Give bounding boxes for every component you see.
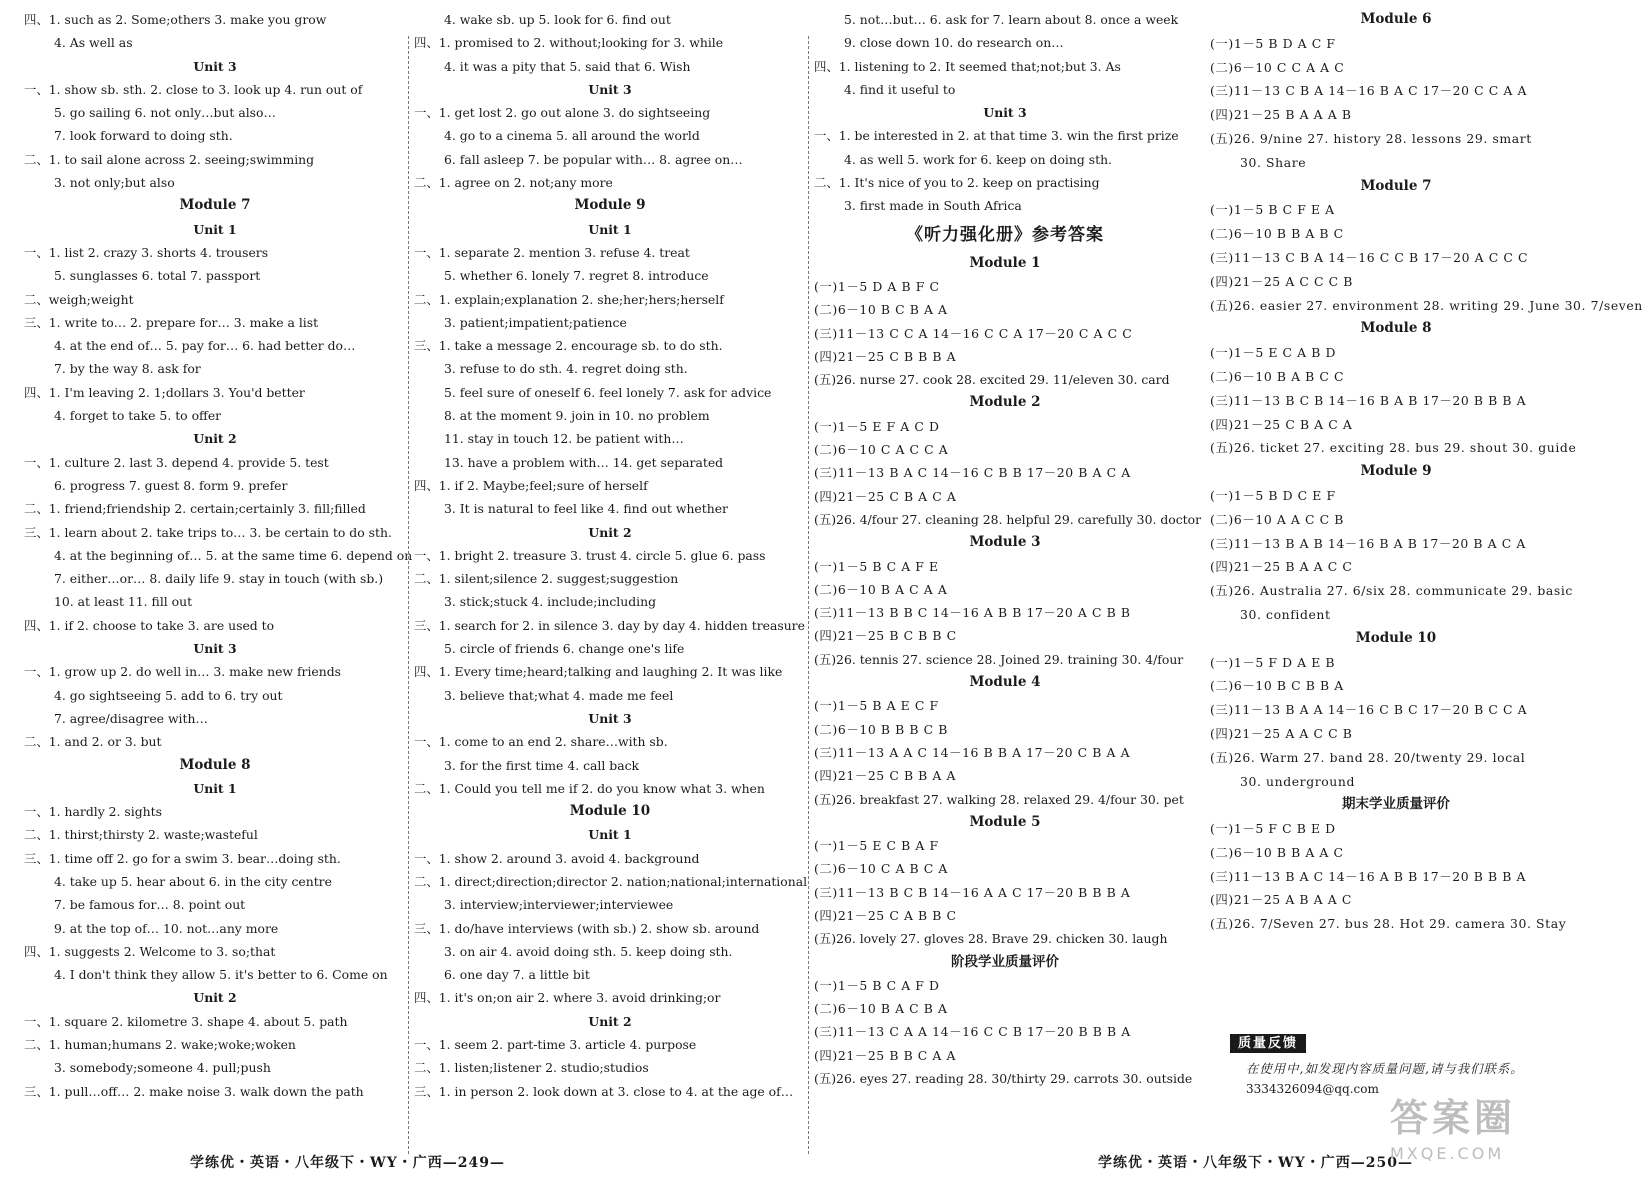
answer-line: 8. at the moment 9. join in 10. no problem [444, 408, 710, 424]
column-divider [408, 36, 409, 1154]
answer-line: 6. fall asleep 7. be popular with… 8. agree on… [444, 151, 743, 167]
answer-line: (一)1－5 B D C E F [1210, 487, 1336, 503]
watermark-logo-text: 答案圈 [1390, 1096, 1517, 1140]
answer-line: 13. have a problem with… 14. get separated [444, 454, 724, 470]
answer-line: (一)1－5 B C F E A [1210, 202, 1335, 218]
answer-line: 11. stay in touch 12. be patient with… [444, 431, 684, 447]
answer-line: (一)1－5 E C B A F [814, 838, 939, 854]
answer-line: (三)11－13 B A A 14－16 C B C 17－20 B C C A [1210, 702, 1528, 718]
answer-line: 3. not only;but also [54, 175, 175, 191]
answer-line: 一、1. be interested in 2. at that time 3. win the first prize [814, 128, 1179, 144]
answer-line: (五)26. tennis 27. science 28. Joined 29. training 30. 4/four [814, 651, 1184, 667]
answer-line: 三、1. in person 2. look down at 3. close to 4. at the age of… [414, 1083, 794, 1099]
unit-heading: Unit 2 [193, 990, 237, 1006]
answer-line: (二)6－10 B C B A A [814, 302, 948, 318]
answer-line: 四、1. listening to 2. It seemed that;not;but 3. As [814, 58, 1121, 74]
answer-line: 一、1. seem 2. part-time 3. article 4. purpose [414, 1037, 697, 1053]
answer-line: (二)6－10 C A C C A [814, 442, 949, 458]
answer-line: 4. go sightseeing 5. add to 6. try out [54, 687, 283, 703]
section-heading: 阶段学业质量评价 [951, 953, 1059, 970]
section-heading: Module 8 [179, 756, 251, 773]
answer-line: 4. at the beginning of… 5. at the same time 6. depend on [54, 547, 413, 563]
section-heading: Module 1 [969, 254, 1041, 271]
unit-heading: Unit 3 [193, 58, 237, 74]
answer-line: 四、1. Every time;heard;talking and laughing 2. It was like [414, 664, 783, 680]
unit-heading: Unit 3 [193, 641, 237, 657]
answer-line: (四)21－25 B A A A B [1210, 107, 1352, 123]
answer-line: 一、1. square 2. kilometre 3. shape 4. about 5. path [24, 1013, 348, 1029]
answer-line: 30. confident [1240, 606, 1331, 622]
answer-line: 3. patient;impatient;patience [444, 314, 627, 330]
answer-line: 5. feel sure of oneself 6. feel lonely 7. ask for advice [444, 384, 772, 400]
answer-line: (三)11－13 C B A 14－16 C C B 17－20 A C C C [1210, 249, 1529, 265]
answer-line: (二)6－10 B A B C C [1210, 368, 1345, 384]
answer-line: (二)6－10 B B A A C [1210, 844, 1344, 860]
answer-line: 二、1. silent;silence 2. suggest;suggestion [414, 571, 679, 587]
section-heading: Module 6 [1360, 11, 1432, 27]
quality-feedback [1210, 1034, 1582, 1095]
answer-line: 9. close down 10. do research on… [844, 35, 1064, 51]
answer-line: 三、1. time off 2. go for a swim 3. bear…doing sth. [24, 850, 341, 866]
answer-line: (三)11－13 B C B 14－16 B A B 17－20 B B B A [1210, 392, 1527, 408]
answer-line: (四)21－25 A B A A C [1210, 892, 1352, 908]
answer-line: 5. sunglasses 6. total 7. passport [54, 268, 261, 284]
answer-line: 4. wake sb. up 5. look for 6. find out [444, 12, 671, 27]
column-divider [808, 36, 809, 1154]
unit-heading: Unit 3 [588, 81, 632, 97]
section-heading: Module 8 [1360, 320, 1432, 337]
answer-line: (三)11－13 B A C 14－16 A B B 17－20 B B B A [1210, 868, 1527, 884]
answer-line: (二)6－10 B A C A A [814, 581, 948, 597]
answer-line: 一、1. separate 2. mention 3. refuse 4. treat [414, 244, 690, 260]
answer-column-3 [814, 8, 1202, 1090]
answer-line: (五)26. 9/nine 27. history 28. lessons 29. smart [1210, 130, 1532, 146]
answer-line: (一)1－5 B A E C F [814, 698, 939, 714]
answer-line: 二、1. friend;friendship 2. certain;certainly 3. fill;filled [24, 501, 366, 517]
section-heading: Module 4 [969, 674, 1041, 691]
answer-line: 一、1. show 2. around 3. avoid 4. background [414, 850, 700, 866]
answer-line: 一、1. get lost 2. go out alone 3. do sightseeing [414, 105, 711, 121]
answer-line: 一、1. show sb. sth. 2. close to 3. look up 4. run out of [24, 81, 363, 97]
answer-line: (一)1－5 E C A B D [1210, 345, 1337, 361]
answer-line: (四)21－25 B A A C C [1210, 559, 1353, 575]
answer-line: (五)26. nurse 27. cook 28. excited 29. 11/eleven 30. card [814, 372, 1170, 388]
answer-line: 3. refuse to do sth. 4. regret doing sth. [444, 361, 688, 377]
unit-heading: Unit 3 [983, 105, 1027, 121]
answer-line: 四、1. if 2. choose to take 3. are used to [24, 617, 275, 633]
answer-line: 二、1. It's nice of you to 2. keep on practising [814, 175, 1100, 191]
answer-line: 三、1. search for 2. in silence 3. day by day 4. hidden treasure [414, 617, 805, 633]
section-title: 《听力强化册》参考答案 [906, 224, 1104, 245]
unit-heading: Unit 3 [588, 710, 632, 726]
answer-line: 四、1. I'm leaving 2. 1;dollars 3. You'd better [24, 384, 305, 400]
answer-line: 9. at the top of… 10. not…any more [54, 920, 279, 936]
answer-line: (一)1－5 B C A F E [814, 558, 939, 574]
answer-line: 4. find it useful to [844, 81, 956, 97]
answer-line: 4. at the end of… 5. pay for… 6. had better do… [54, 338, 356, 354]
answer-line: 7. look forward to doing sth. [54, 128, 233, 144]
answer-line: (四)21－25 A C C C B [1210, 273, 1353, 289]
answer-line: (二)6－10 B C B B A [1210, 678, 1344, 694]
section-heading: Module 9 [1360, 463, 1432, 480]
answer-line: (三)11－13 C A A 14－16 C C B 17－20 B B B A [814, 1024, 1131, 1040]
watermark-logo [1390, 1092, 1590, 1182]
answer-line: 二、1. explain;explanation 2. she;her;hers;herself [414, 291, 724, 307]
answer-line: (四)21－25 C B A C A [814, 488, 957, 504]
answer-line: 3. believe that;what 4. made me feel [444, 687, 674, 703]
answer-line: 4. I don't think they allow 5. it's better to 6. Come on [54, 967, 388, 983]
answer-line: 7. be famous for… 8. point out [54, 897, 246, 913]
answer-line: 四、1. if 2. Maybe;feel;sure of herself [414, 477, 648, 493]
answer-line: (二)6－10 B A C B A [814, 1001, 948, 1017]
answer-line: 四、1. such as 2. Some;others 3. make you grow [24, 12, 327, 27]
answer-line: 10. at least 11. fill out [54, 594, 193, 610]
answer-line: 3. stick;stuck 4. include;including [444, 594, 657, 610]
unit-heading: Unit 2 [588, 524, 632, 540]
answer-line: 二、1. Could you tell me if 2. do you know what 3. when [414, 780, 765, 796]
answer-line: 3. somebody;someone 4. pull;push [54, 1060, 271, 1076]
answer-line: (五)26. breakfast 27. walking 28. relaxed 29. 4/four 30. pet [814, 791, 1184, 807]
answer-line: (一)1－5 F C B E D [1210, 821, 1336, 837]
feedback-note: 在使用中,如发现内容质量问题,请与我们联系。 [1246, 1061, 1524, 1077]
answer-line: 一、1. culture 2. last 3. depend 4. provide 5. test [24, 454, 329, 470]
answer-line: 二、1. listen;listener 2. studio;studios [414, 1060, 649, 1076]
unit-heading: Unit 2 [588, 1013, 632, 1029]
answer-line: (二)6－10 C A B C A [814, 861, 948, 877]
unit-heading: Unit 2 [193, 431, 237, 447]
answer-line: 三、1. do/have interviews (with sb.) 2. show sb. around [414, 920, 760, 936]
answer-line: (三)11－13 B B C 14－16 A B B 17－20 A C B B [814, 605, 1131, 621]
answer-line: 5. whether 6. lonely 7. regret 8. introduce [444, 268, 709, 284]
answer-line: (三)11－13 B A B 14－16 B A B 17－20 B A C A [1210, 535, 1526, 551]
answer-line: 7. by the way 8. ask for [54, 361, 201, 377]
unit-heading: Unit 1 [193, 780, 237, 796]
answer-line: (一)1－5 B C A F D [814, 977, 940, 993]
answer-line: (五)26. 4/four 27. cleaning 28. helpful 29. carefully 30. doctor [814, 511, 1202, 527]
answer-line: 4. take up 5. hear about 6. in the city centre [54, 873, 332, 889]
answer-column-1 [24, 8, 413, 1103]
answer-line: (一)1－5 F D A E B [1210, 654, 1336, 670]
answer-line: 6. one day 7. a little bit [444, 967, 590, 983]
answer-line: (四)21－25 B C B B C [814, 628, 957, 644]
answer-line: 3. It is natural to feel like 4. find out whether [444, 501, 728, 517]
answer-line: (五)26. lovely 27. gloves 28. Brave 29. chicken 30. laugh [814, 931, 1168, 947]
answer-line: 3. interview;interviewer;interviewee [444, 897, 674, 913]
answer-line: (二)6－10 A A C C B [1210, 511, 1344, 527]
section-heading: Module 9 [574, 197, 646, 214]
answer-line: 5. go sailing 6. not only…but also… [54, 105, 276, 121]
answer-line: 7. agree/disagree with… [54, 710, 208, 726]
answer-line: 一、1. list 2. crazy 3. shorts 4. trousers [24, 244, 269, 260]
answer-line: 二、1. thirst;thirsty 2. waste;wasteful [24, 827, 258, 843]
unit-heading: Unit 1 [588, 221, 632, 237]
answer-line: 30. Share [1240, 154, 1307, 170]
answer-line: (四)21－25 A A C C B [1210, 725, 1353, 741]
answer-line: (五)26. ticket 27. exciting 28. bus 29. shout 30. guide [1210, 440, 1577, 456]
answer-line: (四)21－25 B B C A A [814, 1047, 957, 1063]
answer-line: (五)26. eyes 27. reading 28. 30/thirty 29. carrots 30. outside [814, 1071, 1193, 1087]
answer-line: (五)26. easier 27. environment 28. writing 29. June 30. 7/seven [1210, 297, 1643, 313]
answer-line: 一、1. grow up 2. do well in… 3. make new friends [24, 664, 342, 680]
answer-line: 4. it was a pity that 5. said that 6. Wish [444, 58, 691, 74]
answer-line: (二)6－10 C C A A C [1210, 59, 1345, 75]
page-footer-left: 学练优・英语・八年级下・WY・广西—249— [190, 1155, 505, 1171]
answer-line: 3. first made in South Africa [844, 198, 1022, 214]
answer-line: 30. underground [1240, 773, 1355, 789]
answer-line: 二、1. direct;direction;director 2. nation;national;international [414, 873, 808, 889]
feedback-email: 3334326094@qq.com [1246, 1082, 1379, 1097]
section-heading: Module 2 [969, 394, 1041, 411]
answer-line: 4. forget to take 5. to offer [54, 408, 222, 424]
section-heading: Module 7 [179, 197, 251, 214]
answer-line: (三)11－13 B C B 14－16 A A C 17－20 B B B A [814, 884, 1131, 900]
answer-line: (三)11－13 C C A 14－16 C C A 17－20 C A C C [814, 325, 1133, 341]
answer-line: (一)1－5 D A B F C [814, 278, 940, 294]
answer-line: (二)6－10 B B B C B [814, 721, 948, 737]
answer-line: 3. on air 4. avoid doing sth. 5. keep doing sth. [444, 943, 733, 959]
answer-line: 6. progress 7. guest 8. form 9. prefer [54, 477, 288, 493]
answer-line: 四、1. promised to 2. without;looking for 3. while [414, 35, 724, 51]
answer-line: (四)21－25 C A B B C [814, 907, 957, 923]
unit-heading: Unit 1 [588, 827, 632, 843]
answer-line: 5. not…but… 6. ask for 7. learn about 8. once a week [844, 12, 1179, 27]
answer-line: 5. circle of friends 6. change one's life [444, 641, 685, 657]
answer-line: 三、1. take a message 2. encourage sb. to do sth. [414, 338, 723, 354]
unit-heading: Unit 1 [193, 221, 237, 237]
answer-line: 三、1. learn about 2. take trips to… 3. be certain to do sth. [24, 524, 392, 540]
answer-line: 四、1. suggests 2. Welcome to 3. so;that [24, 943, 276, 959]
answer-line: 三、1. write to… 2. prepare for… 3. make a list [24, 314, 319, 330]
answer-line: 一、1. bright 2. treasure 3. trust 4. circle 5. glue 6. pass [414, 547, 766, 563]
answer-line: (四)21－25 C B A C A [1210, 416, 1353, 432]
answer-line: 4. go to a cinema 5. all around the world [444, 128, 700, 144]
section-heading: Module 7 [1360, 177, 1432, 194]
page-footer-right: 学练优・英语・八年级下・WY・广西—250— [1098, 1155, 1413, 1171]
answer-line: 三、1. pull…off… 2. make noise 3. walk down the path [24, 1083, 364, 1099]
answer-line: 二、1. human;humans 2. wake;woke;woken [24, 1037, 296, 1053]
answer-line: (五)26. Australia 27. 6/six 28. communicate 29. basic [1210, 583, 1573, 599]
answer-line: (四)21－25 C B B A A [814, 768, 957, 784]
answer-line: 一、1. come to an end 2. share…with sb. [414, 734, 668, 750]
section-heading: Module 10 [1355, 629, 1437, 646]
answer-line: (二)6－10 B B A B C [1210, 226, 1344, 242]
section-heading: Module 5 [969, 813, 1041, 830]
section-heading: Module 3 [969, 534, 1041, 551]
answer-column-4 [1210, 8, 1643, 1097]
section-heading: Module 10 [569, 803, 651, 820]
answer-line: (三)11－13 C B A 14－16 B A C 17－20 C C A A [1210, 83, 1528, 99]
answer-line: 7. either…or… 8. daily life 9. stay in touch (with sb.) [54, 571, 384, 587]
answer-line: (五)26. 7/Seven 27. bus 28. Hot 29. camera 30. Stay [1210, 916, 1567, 932]
answer-line: 二、weigh;weight [24, 291, 134, 307]
answer-line: (三)11－13 B A C 14－16 C B B 17－20 B A C A [814, 465, 1131, 481]
answer-line: 4. As well as [54, 35, 133, 51]
answer-line: 四、1. it's on;on air 2. where 3. avoid drinking;or [414, 990, 721, 1006]
watermark-url: MXQE.COM [1390, 1144, 1505, 1163]
answer-line: 4. as well 5. work for 6. keep on doing sth. [844, 151, 1112, 167]
answer-line: (三)11－13 A A C 14－16 B B A 17－20 C B A A [814, 744, 1131, 760]
section-heading: 期末学业质量评价 [1342, 796, 1450, 813]
answer-line: (一)1－5 E F A C D [814, 418, 940, 434]
answer-line: 二、1. and 2. or 3. but [24, 734, 162, 750]
answer-line: (一)1－5 B D A C F [1210, 35, 1336, 51]
answer-line: 二、1. agree on 2. not;any more [414, 175, 613, 191]
answer-line: (五)26. Warm 27. band 28. 20/twenty 29. local [1210, 749, 1526, 765]
answer-line: 一、1. hardly 2. sights [24, 804, 162, 820]
answer-line: (四)21－25 C B B B A [814, 348, 957, 364]
answer-column-2 [414, 8, 806, 1103]
answer-line: 3. for the first time 4. call back [444, 757, 640, 773]
answer-line: 二、1. to sail alone across 2. seeing;swimming [24, 151, 315, 167]
feedback-badge: 质量反馈 [1230, 1034, 1306, 1053]
